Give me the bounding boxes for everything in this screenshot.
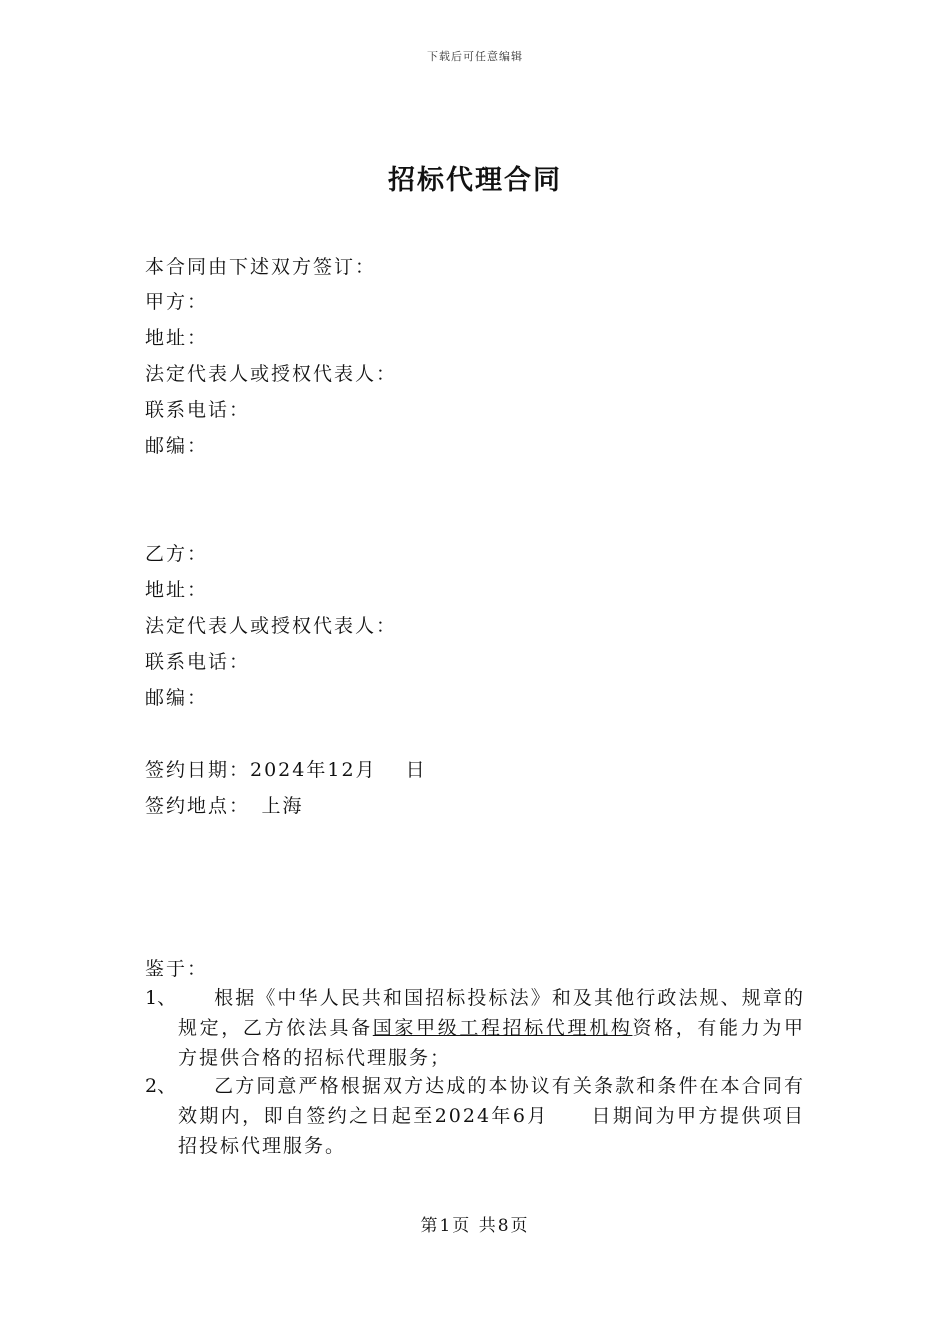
item-body (178, 1071, 805, 1161)
intro-line: 本合同由下述双方签订： (145, 256, 377, 278)
sign-date: 签约日期：2024年12月 日 (145, 759, 427, 781)
qualification-text: 国家甲级工程招标代理机构 (372, 1017, 633, 1039)
header-note: 下载后可任意编辑 (427, 50, 523, 63)
party-a-label: 甲方： (145, 291, 209, 313)
party-b-address: 地址： (145, 579, 209, 601)
party-b-representative: 法定代表人或授权代表人： (145, 615, 398, 637)
party-b-label: 乙方： (145, 543, 209, 565)
party-b-postcode: 邮编： (145, 687, 209, 709)
document-title: 招标代理合同 (388, 165, 562, 196)
party-a-postcode: 邮编： (145, 435, 209, 457)
sign-place: 签约地点： 上海 (145, 795, 304, 817)
item-text: 资格，有能力为甲方提供合格的招标代理服务； (178, 1017, 805, 1069)
item-text: 根据《中华人民共和国招标投标法》和及其他行政法规、规章的规定，乙方依法具备 (178, 987, 805, 1039)
item-text: 乙方同意严格根据双方达成的本协议有关条款和条件在本合同有效期内，即自签约之日起至2024年6月 日期间为甲方提供项目招投标代理服务。 (178, 1075, 805, 1157)
item-number: 2、 (145, 1075, 177, 1097)
party-a-representative: 法定代表人或授权代表人： (145, 363, 398, 385)
page-footer: 第1页 共8页 (420, 1216, 530, 1236)
whereas-item-2 (145, 1071, 805, 1161)
party-a-phone: 联系电话： (145, 399, 251, 421)
item-number: 1、 (145, 987, 177, 1009)
item-body (178, 983, 805, 1073)
party-a-address: 地址： (145, 327, 209, 349)
whereas-item-1 (145, 983, 805, 1073)
whereas-heading: 鉴于： (145, 958, 209, 980)
party-b-phone: 联系电话： (145, 651, 251, 673)
